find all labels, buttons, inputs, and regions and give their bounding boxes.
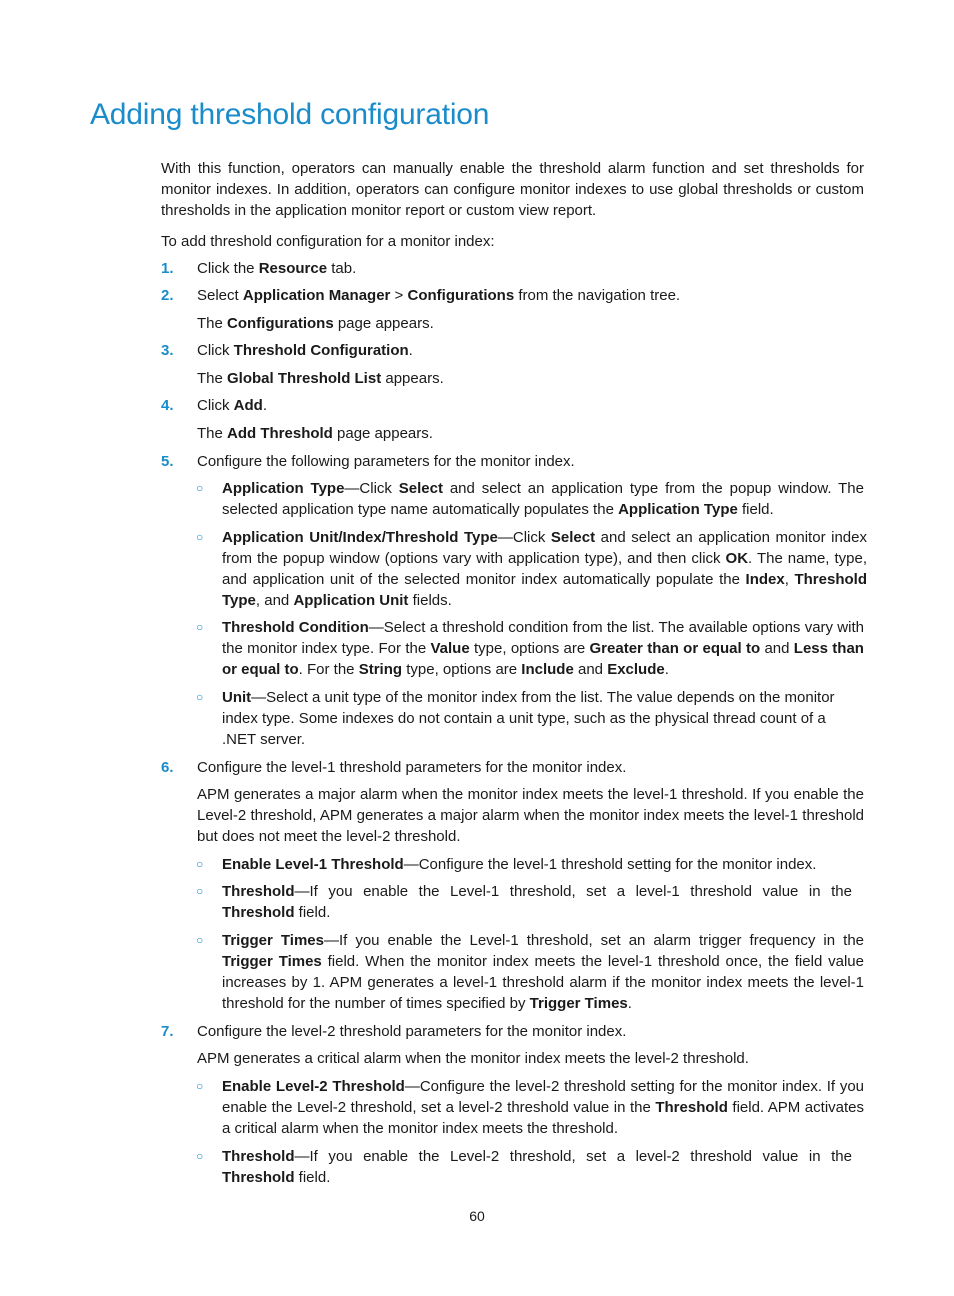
bullet-icon: ○: [196, 884, 204, 898]
param-application-unit-index: Application Unit/Index/Threshold Type—Click Select and select an application monitor index from the popup window (options vary with application type), and then click OK. The name, type, and application unit of the selected monitor index automatically populate the Index, Threshold Type, and Application Unit fields.: [222, 529, 867, 609]
bullet-icon: ○: [196, 530, 204, 544]
step-1-text: Click the Resource tab.: [197, 260, 357, 277]
step-4-result: The Add Threshold page appears.: [197, 425, 433, 442]
step-number: 3.: [161, 342, 174, 359]
param-enable-level-1: Enable Level-1 Threshold—Configure the level-1 threshold setting for the monitor index.: [222, 856, 817, 873]
page-number: 60: [469, 1208, 485, 1224]
bullet-icon: ○: [196, 481, 204, 495]
step-number: 5.: [161, 453, 174, 470]
param-threshold-condition: Threshold Condition—Select a threshold condition from the list. The available options vary with the monitor index type. For the Value type, options are Greater than or equal to and Less than or equal to. For the String type, options are Include and Exclude.: [222, 619, 864, 678]
step-4-text: Click Add.: [197, 397, 268, 414]
section-heading: Adding threshold configuration: [90, 98, 490, 131]
step-7-description: APM generates a critical alarm when the monitor index meets the level-2 threshold.: [197, 1050, 749, 1067]
param-level-2-threshold: Threshold—If you enable the Level-2 threshold, set a level-2 threshold value in the Threshold field.: [222, 1148, 852, 1186]
step-2-text: Select Application Manager > Configurations from the navigation tree.: [197, 287, 681, 304]
bullet-icon: ○: [196, 620, 204, 634]
step-5-text: Configure the following parameters for the monitor index.: [197, 453, 575, 470]
param-trigger-times: Trigger Times—If you enable the Level-1 threshold, set an alarm trigger frequency in the Trigger Times field. When the monitor index meets the level-1 threshold once, the field value increases by 1. APM generates a level-1 threshold alarm if the monitor index meets the level-1 threshold for the number of times specified by Trigger Times.: [222, 932, 864, 1012]
bullet-icon: ○: [196, 857, 204, 871]
step-3-result: The Global Threshold List appears.: [197, 370, 444, 387]
param-level-1-threshold: Threshold—If you enable the Level-1 threshold, set a level-1 threshold value in the Threshold field.: [222, 883, 852, 921]
step-number: 7.: [161, 1023, 174, 1040]
step-6-text: Configure the level-1 threshold parameters for the monitor index.: [197, 759, 627, 776]
step-7-text: Configure the level-2 threshold parameters for the monitor index.: [197, 1023, 627, 1040]
step-3-text: Click Threshold Configuration.: [197, 342, 413, 359]
step-number: 1.: [161, 260, 174, 277]
param-enable-level-2: Enable Level-2 Threshold—Configure the level-2 threshold setting for the monitor index. If you enable the Level-2 threshold, set a level-2 threshold value in the Threshold field. APM activates a critical alarm when the monitor index meets the threshold.: [222, 1078, 865, 1137]
step-2-result: The Configurations page appears.: [197, 315, 434, 332]
intro-paragraph: With this function, operators can manually enable the threshold alarm function and set thresholds for monitor indexes. In addition, operators can configure monitor indexes to use global thresholds or custom thresholds in the application monitor report or custom view report.: [161, 160, 864, 219]
bullet-icon: ○: [196, 933, 204, 947]
param-unit: Unit—Select a unit type of the monitor index from the list. The value depends on the monitor index type. Some indexes do not contain a unit type, such as the physical thread count of a .NET server.: [222, 689, 835, 748]
step-number: 6.: [161, 759, 174, 776]
step-6-description: APM generates a major alarm when the monitor index meets the level-1 threshold. If you enable the Level-2 threshold, APM generates a major alarm when the monitor index meets the level-1 threshold but does not meet the level-2 threshold.: [197, 786, 864, 845]
bullet-icon: ○: [196, 1149, 204, 1163]
param-application-type: Application Type—Click Select and select an application type from the popup window. The selected application type name automatically populates the Application Type field.: [222, 480, 864, 518]
lead-paragraph: To add threshold configuration for a monitor index:: [161, 233, 495, 250]
step-number: 4.: [161, 397, 174, 414]
bullet-icon: ○: [196, 1079, 204, 1093]
bullet-icon: ○: [196, 690, 204, 704]
step-number: 2.: [161, 287, 174, 304]
